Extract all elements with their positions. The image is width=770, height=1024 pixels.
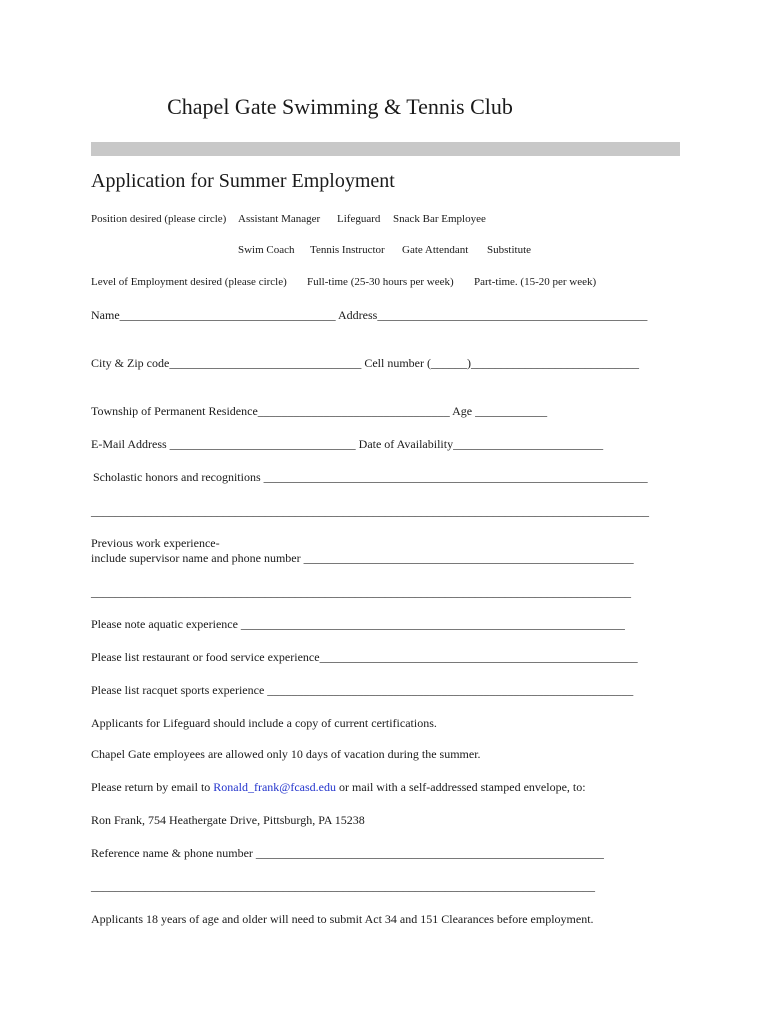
header-divider-band	[91, 142, 680, 156]
lifeguard-note: Applicants for Lifeguard should include a copy of current certifications.	[91, 716, 437, 730]
township-age-field[interactable]: Township of Permanent Residence________________________________ Age ____________	[91, 404, 548, 418]
page-title: Chapel Gate Swimming & Tennis Club	[167, 94, 513, 119]
position-option-tennis-instructor[interactable]: Tennis Instructor	[310, 244, 385, 256]
position-option-assistant-manager[interactable]: Assistant Manager	[238, 213, 321, 225]
reference-field[interactable]: Reference name & phone number __________________________________________________________	[91, 846, 604, 860]
mailing-address: Ron Frank, 754 Heathergate Drive, Pittsburgh, PA 15238	[91, 813, 365, 827]
position-option-swim-coach[interactable]: Swim Coach	[238, 244, 295, 256]
honors-line-2[interactable]: _____________________________________________________________________________________________	[91, 504, 649, 518]
city-cell-field[interactable]: City & Zip code________________________________ Cell number (______)____________________________	[91, 356, 639, 370]
position-label: Position desired (please circle)	[91, 213, 227, 225]
reference-line-2[interactable]: ____________________________________________________________________________________	[91, 879, 595, 893]
name-address-field[interactable]: Name____________________________________ Address_____________________________________________	[91, 308, 648, 322]
honors-field[interactable]: Scholastic honors and recognitions ________________________________________________________________	[93, 470, 648, 484]
work-supervisor-field[interactable]: include supervisor name and phone number _______________________________________________________	[91, 551, 634, 565]
aquatic-experience-field[interactable]: Please note aquatic experience ________________________________________________________________	[91, 617, 625, 631]
position-option-gate-attendant[interactable]: Gate Attendant	[402, 244, 469, 256]
food-service-field[interactable]: Please list restaurant or food service experience_____________________________________________________	[91, 650, 638, 664]
racquet-sports-field[interactable]: Please list racquet sports experience _____________________________________________________________	[91, 683, 634, 697]
work-line-2[interactable]: __________________________________________________________________________________________	[91, 585, 631, 599]
return-suffix: or mail with a self-addressed stamped envelope, to:	[335, 780, 586, 794]
position-option-snack-bar[interactable]: Snack Bar Employee	[393, 213, 486, 225]
return-email-link[interactable]: Ronald_frank@fcasd.edu	[213, 780, 336, 794]
vacation-note: Chapel Gate employees are allowed only 10 days of vacation during the summer.	[91, 747, 481, 761]
employment-option-part-time[interactable]: Part-time. (15-20 per week)	[474, 276, 597, 288]
return-prefix: Please return by email to	[91, 780, 214, 794]
return-instructions	[91, 780, 586, 795]
email-availability-field[interactable]: E-Mail Address _______________________________ Date of Availability_________________________	[91, 437, 604, 451]
work-experience-label: Previous work experience-	[91, 536, 220, 550]
form-subtitle: Application for Summer Employment	[91, 170, 395, 192]
employment-option-full-time[interactable]: Full-time (25-30 hours per week)	[307, 276, 454, 288]
position-option-substitute[interactable]: Substitute	[487, 244, 532, 256]
employment-level-label: Level of Employment desired (please circle)	[91, 276, 287, 288]
position-option-lifeguard[interactable]: Lifeguard	[337, 213, 381, 225]
clearances-note: Applicants 18 years of age and older will need to submit Act 34 and 151 Clearances before employment.	[91, 912, 594, 926]
